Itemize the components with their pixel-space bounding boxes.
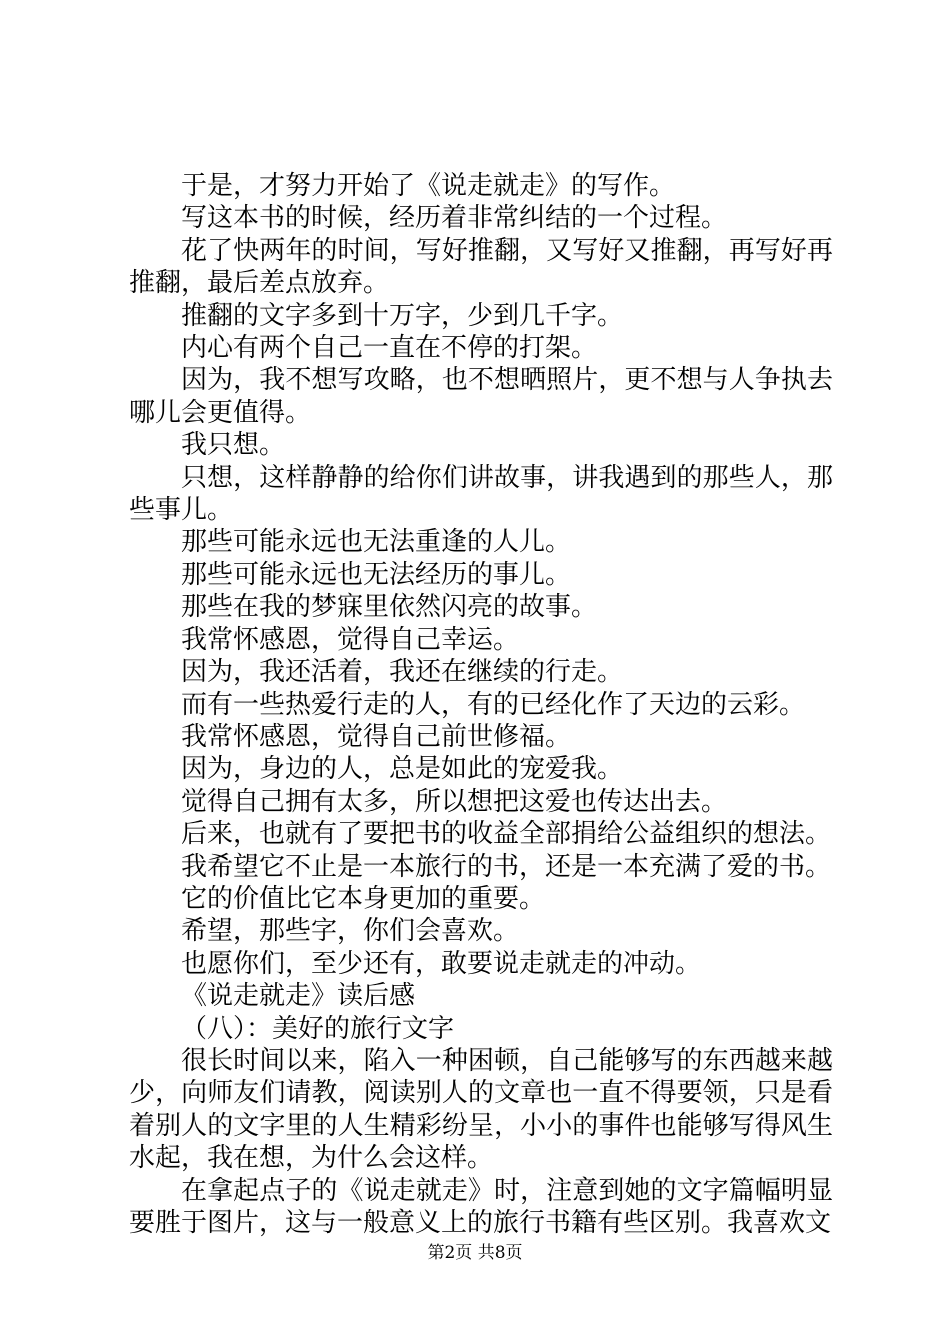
page-number-footer: 第2页 共8页 [427, 1243, 523, 1263]
paragraph: 那些可能永远也无法重逢的人儿。 [181, 527, 572, 558]
paragraph: 只想，这样静静的给你们讲故事，讲我遇到的那些人，那些事儿。 [129, 462, 833, 526]
paragraph: 我常怀感恩，觉得自己幸运。 [181, 624, 520, 655]
paragraph: 那些可能永远也无法经历的事儿。 [181, 559, 572, 590]
paragraph: 后来，也就有了要把书的收益全部捐给公益组织的想法。 [181, 819, 832, 850]
paragraph: 也愿你们，至少还有，敢要说走就走的冲动。 [181, 948, 702, 979]
paragraph: 很长时间以来，陷入一种困顿，自己能够写的东西越来越少，向师友们请教，阅读别人的文章也一直不得要领，只是看着别人的文字里的人生精彩纷呈，小小的事件也能够写得风生水起，我在想，为什么会这样。 [129, 1045, 833, 1174]
paragraph: 而有一些热爱行走的人，有的已经化作了天边的云彩。 [181, 689, 806, 720]
paragraph: 那些在我的梦寐里依然闪亮的故事。 [181, 592, 598, 623]
paragraph: 在拿起点子的《说走就走》时，注意到她的文字篇幅明显要胜于图片，这与一般意义上的旅行书籍有些区别。我喜欢文 [129, 1175, 833, 1238]
section-subtitle: （八）：美好的旅行文字 [181, 1013, 455, 1044]
paragraph: 因为，我不想写攻略，也不想晒照片，更不想与人争执去哪儿会更值得。 [129, 365, 833, 428]
paragraph: 写这本书的时候，经历着非常纠结的一个过程。 [181, 203, 728, 234]
paragraph: 觉得自己拥有太多，所以想把这爱也传达出去。 [181, 786, 728, 817]
section-title: 《说走就走》读后感 [181, 981, 416, 1012]
paragraph: 因为，身边的人，总是如此的宠爱我。 [181, 754, 624, 785]
paragraph: 我希望它不止是一本旅行的书，还是一本充满了爱的书。 [181, 851, 832, 882]
paragraph: 我只想。 [181, 430, 286, 461]
paragraph: 希望，那些字，你们会喜欢。 [181, 916, 520, 947]
document-body [129, 170, 833, 1239]
paragraph: 它的价值比它本身更加的重要。 [181, 883, 546, 914]
paragraph: 我常怀感恩，觉得自己前世修福。 [181, 721, 572, 752]
paragraph: 于是，才努力开始了《说走就走》的写作。 [181, 171, 676, 201]
paragraph: 因为，我还活着，我还在继续的行走。 [181, 657, 624, 688]
paragraph: 推翻的文字多到十万字，少到几千字。 [181, 300, 624, 331]
paragraph: 花了快两年的时间，写好推翻，又写好又推翻，再写好再推翻，最后差点放弃。 [129, 235, 833, 299]
paragraph: 内心有两个自己一直在不停的打架。 [181, 333, 598, 364]
